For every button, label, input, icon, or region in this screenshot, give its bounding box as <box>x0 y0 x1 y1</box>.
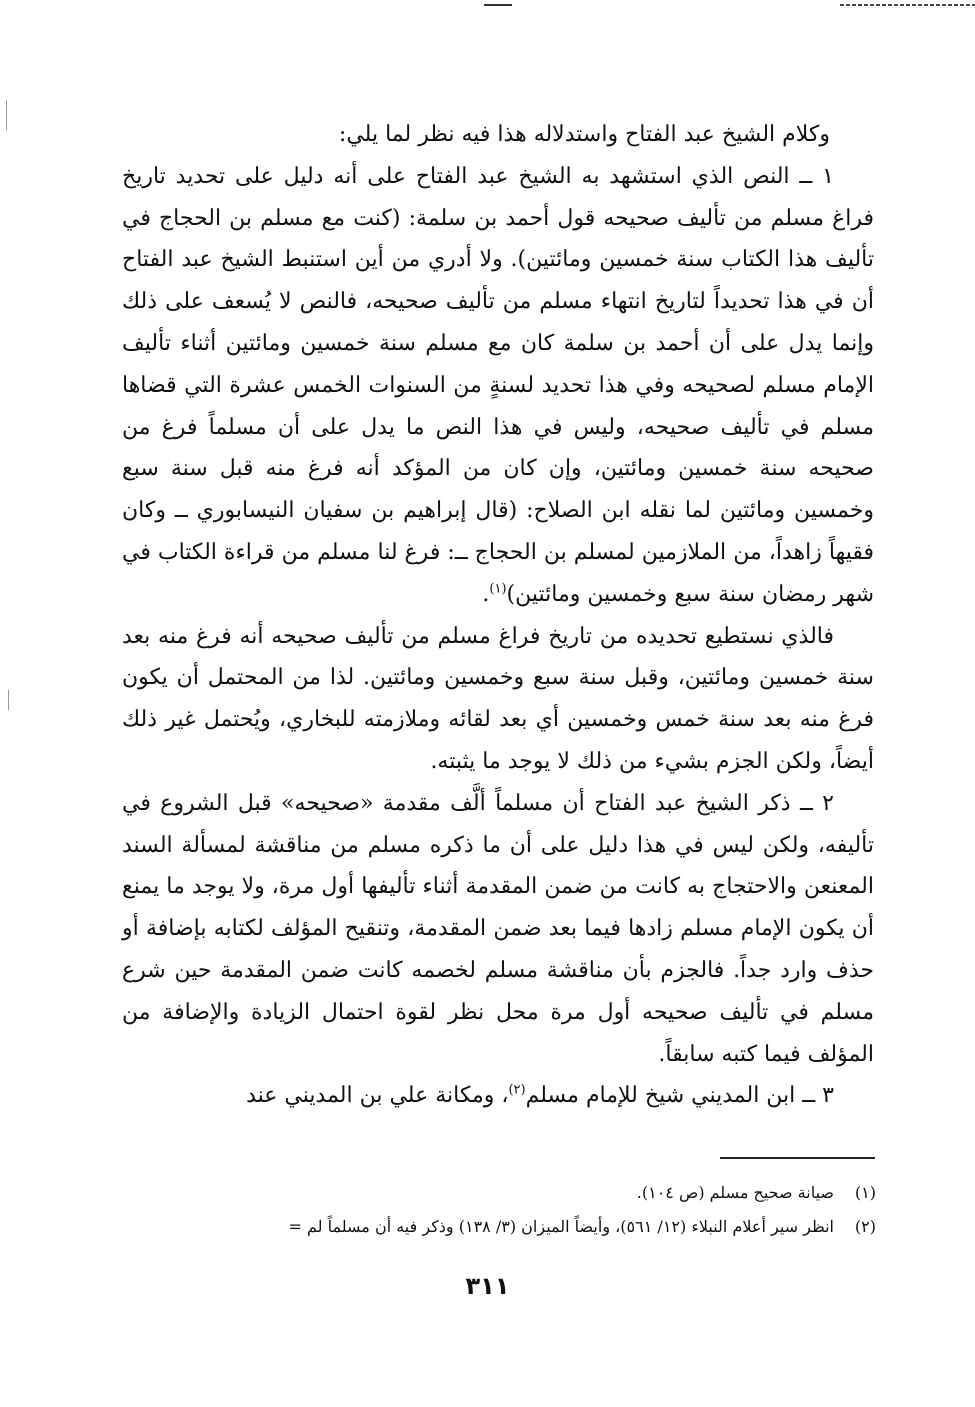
point-3-paragraph <box>122 1075 874 1117</box>
intro-paragraph: وكلام الشيخ عبد الفتاح واستدلاله هذا فيه نظر لما يلي: <box>338 122 830 147</box>
main-text <box>122 114 874 1117</box>
page-number: ٣١١ <box>465 1272 510 1300</box>
point-1-end: . <box>482 581 490 607</box>
scan-edge-mark <box>8 690 9 710</box>
footnote-number: (٢) <box>854 1217 876 1236</box>
conclusion-paragraph: فالذي نستطيع تحديده من تاريخ فراغ مسلم من تأليف صحيحه أنه فرغ منه بعد سنة خمسين ومائتين، وقبل سنة سبع وخمسين ومائتين. لذا من المحتمل أن يكون فرغ منه بعد سنة خمس وخمسين أي بعد لقائه وملازمته للبخاري، ويُحتمل غير ذلك أيضاً، ولكن الجزم بشيء من ذلك لا يوجد ما يثبته. <box>122 623 874 774</box>
point-1-text: ١ ــ النص الذي استشهد به الشيخ عبد الفتاح على أنه دليل على تحديد تاريخ فراغ مسلم من تأليف صحيحه قول أحمد بن سلمة: (كنت مع مسلم بن الحجاج في تأليف هذا الكتاب سنة خمسين ومائتين). ولا أدري من أين استنبط الشيخ عبد الفتاح أن في هذا تحديداً لتاريخ انتهاء مسلم من تأليف صحيحه، فالنص لا يُسعف على ذلك وإنما يدل على أن أحمد بن سلمة كان مع مسلم سنة خمسين ومائتين أثناء تأليف الإمام مسلم لصحيحه وفي هذا تحديد لسنةٍ من السنوات الخمس عشرة التي قضاها مسلم في تأليف صحيحه، وليس في هذا النص ما يدل على أن مسلماً فرغ من صحيحه سنة خمسين ومائتين، وإن كان من المؤكد أنه فرغ منه قبل سنة سبع وخمسين ومائتين لما نقله ابن الصلاح: (قال إبراهيم بن سفيان النيسابوري ــ وكان فقيهاً زاهداً، من الملازمين لمسلم بن الحجاج ــ: فرغ لنا مسلم من قراءة الكتاب في شهر رمضان سنة سبع وخمسين ومائتين) <box>122 163 874 607</box>
footnote-2 <box>120 1210 876 1244</box>
footnote-1 <box>120 1176 876 1210</box>
footnote-ref-1: (١) <box>489 581 507 597</box>
footnote-ref-2: (٢) <box>508 1083 526 1098</box>
point-3-text: ٣ ــ ابن المديني شيخ للإمام مسلم <box>525 1083 834 1109</box>
footnotes <box>120 1176 876 1244</box>
scan-edge-mark <box>6 100 7 130</box>
footnote-separator <box>720 1157 875 1159</box>
point-3-tail: ، ومكانة علي بن المديني عند <box>246 1083 509 1109</box>
point-2-paragraph: ٢ ــ ذكر الشيخ عبد الفتاح أن مسلماً ألَّف مقدمة «صحيحه» قبل الشروع في تأليفه، ولكن ليس في هذا دليل على أن ما ذكره مسلم من مناقشة لمسألة السند المعنعن والاحتجاج به كانت من ضمن المقدمة أثناء تأليفها أول مرة، ولا يوجد ما يمنع أن يكون الإمام مسلم زادها فيما بعد ضمن المقدمة، وتنقيح المؤلف لكتابه بإضافة أو حذف وارد جداً. فالجزم بأن مناقشة مسلم لخصمه كانت ضمن المقدمة حين شرع مسلم في تأليف صحيحه أول مرة محل نظر لقوة احتمال الزيادة والإضافة من المؤلف فيما كتبه سابقاً. <box>122 790 874 1067</box>
point-1-paragraph <box>122 156 874 616</box>
top-header-rule <box>484 4 512 6</box>
footnote-number: (١) <box>854 1183 876 1202</box>
top-header-dotted-rule <box>840 4 975 6</box>
footnote-text: انظر سير أعلام النبلاء (١٢/ ٥٦١)، وأيضاً الميزان (٣/ ١٣٨) وذكر فيه أن مسلماً لم = <box>288 1217 834 1236</box>
footnote-text: صيانة صحيح مسلم (ص ١٠٤). <box>636 1183 834 1202</box>
